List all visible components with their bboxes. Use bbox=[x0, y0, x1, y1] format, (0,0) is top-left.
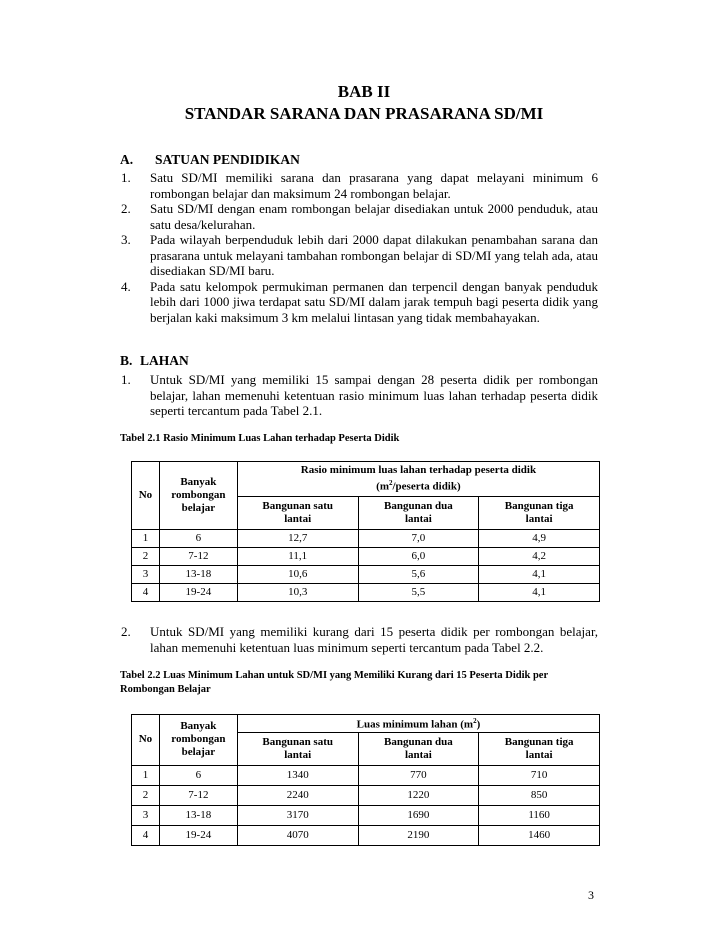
section-a-letter: A. bbox=[120, 152, 134, 167]
table1-caption: Tabel 2.1 Rasio Minimum Luas Lahan terhadap Peserta Didik bbox=[120, 433, 400, 444]
table-row: 3 13-18 3170 1690 1160 bbox=[132, 805, 600, 825]
table1-header-col1: Bangunan satu lantai bbox=[237, 497, 358, 530]
table2 bbox=[131, 714, 600, 846]
table-row: 1 6 12,7 7,0 4,9 bbox=[132, 530, 600, 548]
list-item: 3. Pada wilayah berpenduduk lebih dari 2000 dapat dilakukan penambahan sarana dan prasarana untuk melayani tambahan rombongan belajar di SD/MI yang telah ada, atau disediakan SD/MI baru. bbox=[121, 232, 598, 278]
table1-header-col3: Bangunan tiga lantai bbox=[479, 497, 600, 530]
list-item: 4. Pada satu kelompok permukiman permanen dan terpencil dengan banyak penduduk lebih dari 1000 jiwa terdapat satu SD/MI dalam jarak tempuh bagi peserta didik yang berjalan kaki maksimum 3 km melalui lintasan yang tidak membahayakan. bbox=[121, 278, 598, 325]
table1-header-col2: Bangunan dua lantai bbox=[358, 497, 479, 530]
section-b-list-1 bbox=[120, 372, 598, 419]
table2-header-group: Luas minimum lahan $(m^2)$ bbox=[237, 715, 599, 733]
table1-header-group: Rasio minimum luas lahan terhadap peserta didik ($m^2$/peserta didik) bbox=[237, 462, 599, 497]
table2-header-col1: Bangunan satu lantai bbox=[237, 732, 358, 765]
table-row: 2 7-12 11,1 6,0 4,2 bbox=[132, 548, 600, 566]
chapter-number: BAB II bbox=[337, 82, 391, 101]
table2-caption: Tabel 2.2 Luas Minimum Lahan untuk SD/MI yang Memiliki Kurang dari 15 Peserta Didik per Rombongan Belajar bbox=[120, 670, 548, 695]
table-row: 4 19-24 4070 2190 1460 bbox=[132, 825, 600, 845]
list-item: 2. Satu SD/MI dengan enam rombongan belajar disediakan untuk 2000 penduduk, atau satu desa/kelurahan. bbox=[121, 201, 598, 232]
table1 bbox=[131, 461, 600, 602]
table2-header-no: No bbox=[132, 715, 160, 766]
section-a-heading bbox=[120, 152, 300, 168]
table-row: 1 6 1340 770 710 bbox=[132, 765, 600, 785]
table1-header-banyak: Banyak rombongan belajar bbox=[159, 462, 237, 530]
list-item: 2. Untuk SD/MI yang memiliki kurang dari 15 peserta didik per rombongan belajar, lahan memenuhi ketentuan luas minimum seperti tercantum pada Tabel 2.2. bbox=[121, 624, 598, 655]
table2-header-col3: Bangunan tiga lantai bbox=[479, 732, 600, 765]
table-row: 4 19-24 10,3 5,5 4,1 bbox=[132, 584, 600, 602]
list-item: 1. Satu SD/MI memiliki sarana dan prasarana yang dapat melayani minimum 6 rombongan belajar dan maksimum 24 rombongan belajar. bbox=[121, 170, 598, 201]
section-a-list bbox=[120, 170, 598, 325]
section-b-title: LAHAN bbox=[140, 353, 189, 368]
section-b-heading bbox=[120, 353, 189, 369]
table1-header-no: No bbox=[132, 462, 160, 530]
page-number: 3 bbox=[588, 888, 594, 902]
section-b-letter: B. bbox=[120, 353, 133, 368]
table-row: 2 7-12 2240 1220 850 bbox=[132, 785, 600, 805]
section-a-title: SATUAN PENDIDIKAN bbox=[155, 152, 300, 167]
chapter-title: STANDAR SARANA DAN PRASARANA SD/MI bbox=[184, 104, 544, 123]
table2-header-banyak: Banyak rombongan belajar bbox=[159, 715, 237, 766]
table-row: 3 13-18 10,6 5,6 4,1 bbox=[132, 566, 600, 584]
section-b-list-2 bbox=[120, 624, 598, 655]
list-item: 1. Untuk SD/MI yang memiliki 15 sampai dengan 28 peserta didik per rombongan belajar, lahan memenuhi ketentuan rasio minimum luas lahan terhadap peserta didik seperti tercantum pada Tabel 2.1. bbox=[121, 372, 598, 418]
table2-header-col2: Bangunan dua lantai bbox=[358, 732, 479, 765]
